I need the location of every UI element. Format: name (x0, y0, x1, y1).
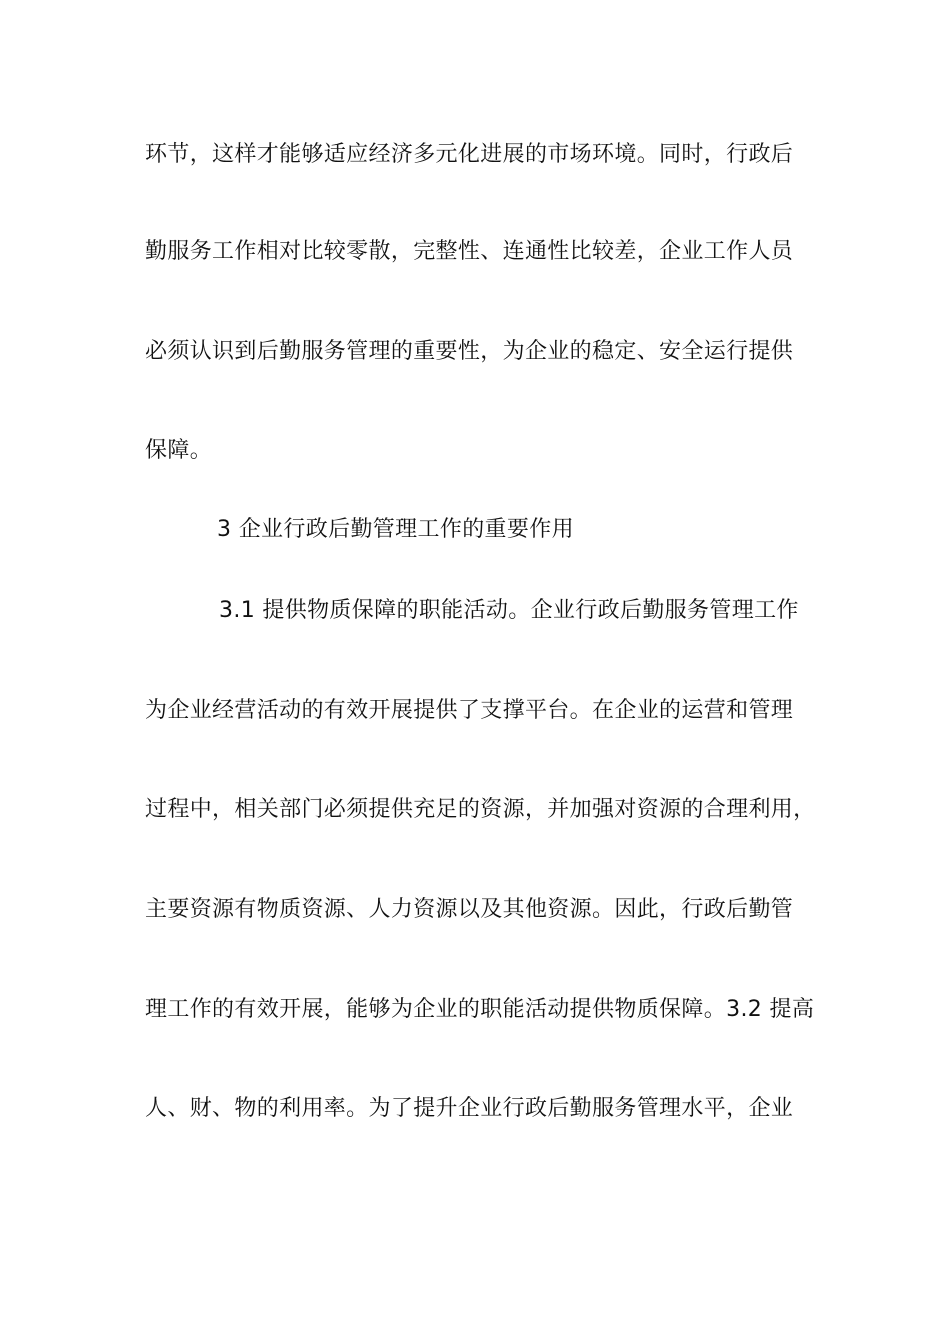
text-line-8: 过程中，相关部门必须提供充足的资源，并加强对资源的合理利用， (145, 797, 816, 822)
text-line-7: 为企业经营活动的有效开展提供了支撑平台。在企业的运营和管理 (145, 698, 794, 723)
text-line-11: 人、财、物的利用率。为了提升企业行政后勤服务管理水平，企业 (145, 1096, 794, 1121)
text-line-10: 理工作的有效开展，能够为企业的职能活动提供物质保障。3.2 提高 (145, 997, 815, 1022)
text-line-1: 环节，这样才能够适应经济多元化进展的市场环境。同时，行政后 (145, 142, 794, 167)
text-line-2: 勤服务工作相对比较零散，完整性、连通性比较差，企业工作人员 (145, 239, 794, 264)
text-line-4: 保障。 (145, 438, 213, 463)
text-line-3: 必须认识到后勤服务管理的重要性，为企业的稳定、安全运行提供 (145, 339, 794, 364)
text-line-9: 主要资源有物质资源、人力资源以及其他资源。因此，行政后勤管 (145, 897, 794, 922)
section-heading: 3 企业行政后勤管理工作的重要作用 (217, 517, 574, 542)
subsection-line-1: 3.1 提供物质保障的职能活动。企业行政后勤服务管理工作 (219, 598, 799, 623)
